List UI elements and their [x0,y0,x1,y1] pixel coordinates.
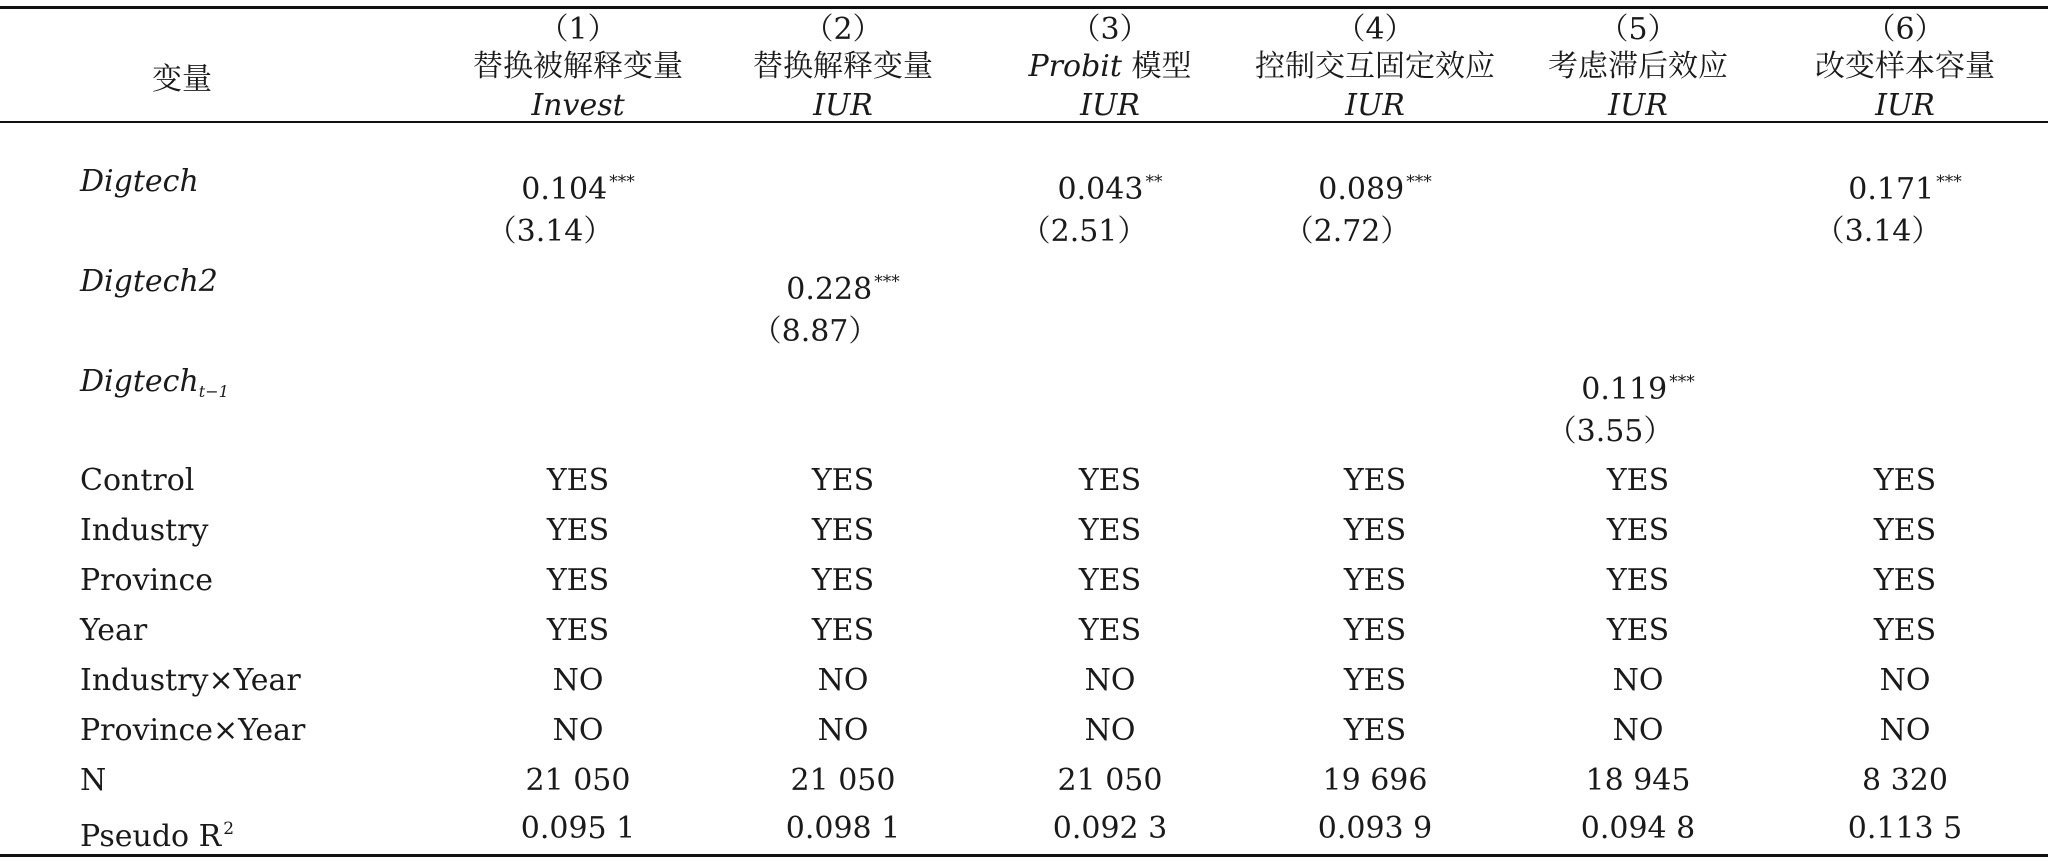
lag-label-base: Digtech [80,364,199,399]
table-cell: 0.113 5 [1847,811,1963,846]
table-cell: NO [1879,713,1931,748]
table-cell: YES [1078,513,1142,548]
pseudo-r-label: Pseudo R [80,819,222,854]
table-cell: YES [1343,463,1407,498]
col5-index: （5） [1598,12,1678,47]
col1-title: 替换被解释变量 [473,49,683,84]
coef-value: 0.171 [1848,172,1935,207]
col1-index: （1） [538,12,618,47]
table-cell: YES [1078,613,1142,648]
col3-title-italic: Probit [1028,49,1122,84]
table-cell: YES [1343,613,1407,648]
coef-value: 0.119 [1581,372,1668,407]
row-label-control: Control [80,463,195,498]
table-cell: YES [811,513,875,548]
digtech2-t-col2: （8.87） [751,314,879,349]
row-label-province-year: Province×Year [80,713,306,748]
significance-stars: *** [1406,172,1432,192]
table-cell: YES [546,563,610,598]
row-label-digtech: Digtech [80,164,199,199]
row-label-digtech2: Digtech2 [80,264,218,299]
digtech-coef-col1 [521,164,634,208]
table-cell: YES [1606,613,1670,648]
table-cell: YES [1343,563,1407,598]
table-cell: YES [811,613,875,648]
table-cell: YES [546,513,610,548]
significance-stars: *** [609,172,635,192]
digtech-t-col4: （2.72） [1283,214,1411,249]
table-cell: NO [817,713,869,748]
table-cell: 8 320 [1862,763,1948,798]
table-cell: YES [1606,563,1670,598]
col3-dep-var: IUR [1080,88,1140,123]
table-cell: 0.092 3 [1052,811,1168,846]
table-cell: NO [1612,663,1664,698]
col4-dep-var: IUR [1345,88,1405,123]
col4-index: （4） [1335,12,1415,47]
coef-value: 0.104 [521,172,608,207]
significance-stars: *** [1669,372,1695,392]
table-cell: 21 050 [790,763,896,798]
row-label-year: Year [80,613,148,648]
col2-index: （2） [803,12,883,47]
table-cell: YES [1873,563,1937,598]
col6-dep-var: IUR [1875,88,1935,123]
significance-stars: ** [1145,172,1163,192]
table-cell: YES [1343,663,1407,698]
table-cell: 0.095 1 [520,811,636,846]
table-cell: YES [1873,513,1937,548]
digtech-t-col6: （3.14） [1814,214,1942,249]
table-cell: YES [546,463,610,498]
variable-header: 变量 [152,62,212,97]
row-label-pseudo-r2 [80,811,234,855]
digtech-lag-coef-col5 [1581,364,1694,408]
table-cell: 18 945 [1585,763,1691,798]
table-cell: 21 050 [1057,763,1163,798]
table-cell: YES [1873,613,1937,648]
table-cell: NO [552,663,604,698]
table-cell: NO [1084,663,1136,698]
row-label-industry-year: Industry×Year [80,663,301,698]
table-cell: NO [1084,713,1136,748]
table-cell: YES [1606,463,1670,498]
col5-dep-var: IUR [1608,88,1668,123]
col4-title: 控制交互固定效应 [1255,49,1495,84]
r-squared-superscript: 2 [223,819,235,839]
significance-stars: *** [874,272,900,292]
coef-value: 0.089 [1318,172,1405,207]
digtech-lag-t-col5: （3.55） [1546,414,1674,449]
table-cell: YES [1606,513,1670,548]
table-cell: YES [811,563,875,598]
table-cell: NO [817,663,869,698]
top-rule [0,6,2048,9]
col3-index: （3） [1070,12,1150,47]
coef-value: 0.043 [1057,172,1144,207]
lag-subscript: t−1 [198,382,229,401]
significance-stars: *** [1936,172,1962,192]
col1-dep-var: Invest [531,88,625,123]
row-label-province: Province [80,563,214,598]
row-label-industry: Industry [80,513,209,548]
digtech-coef-col3 [1058,164,1163,208]
table-cell: YES [1078,563,1142,598]
table-cell: YES [1343,513,1407,548]
table-cell: 19 696 [1322,763,1428,798]
col5-title: 考虑滞后效应 [1548,49,1728,84]
col2-title: 替换解释变量 [753,49,933,84]
table-cell: YES [546,613,610,648]
table-cell: 0.093 9 [1317,811,1433,846]
table-cell: YES [1078,463,1142,498]
col6-title: 改变样本容量 [1815,49,1995,84]
col3-title-rest: 模型 [1121,49,1192,84]
digtech-coef-col6 [1848,164,1961,208]
bottom-rule [0,854,2048,857]
table-cell: 0.098 1 [785,811,901,846]
table-cell: NO [1879,663,1931,698]
table-cell: YES [1343,713,1407,748]
row-label-n: N [80,763,107,798]
digtech-t-col1: （3.14） [486,214,614,249]
digtech-t-col3: （2.51） [1020,214,1148,249]
col6-index: （6） [1865,12,1945,47]
row-label-digtech-lag [80,364,229,410]
col3-title [1029,49,1192,85]
table-cell: 21 050 [525,763,631,798]
header-rule [0,121,2048,123]
col2-dep-var: IUR [813,88,873,123]
table-cell: NO [552,713,604,748]
digtech2-coef-col2 [786,264,899,308]
digtech-coef-col4 [1318,164,1431,208]
table-cell: YES [811,463,875,498]
coef-value: 0.228 [786,272,873,307]
table-cell: NO [1612,713,1664,748]
table-cell: 0.094 8 [1580,811,1696,846]
table-cell: YES [1873,463,1937,498]
